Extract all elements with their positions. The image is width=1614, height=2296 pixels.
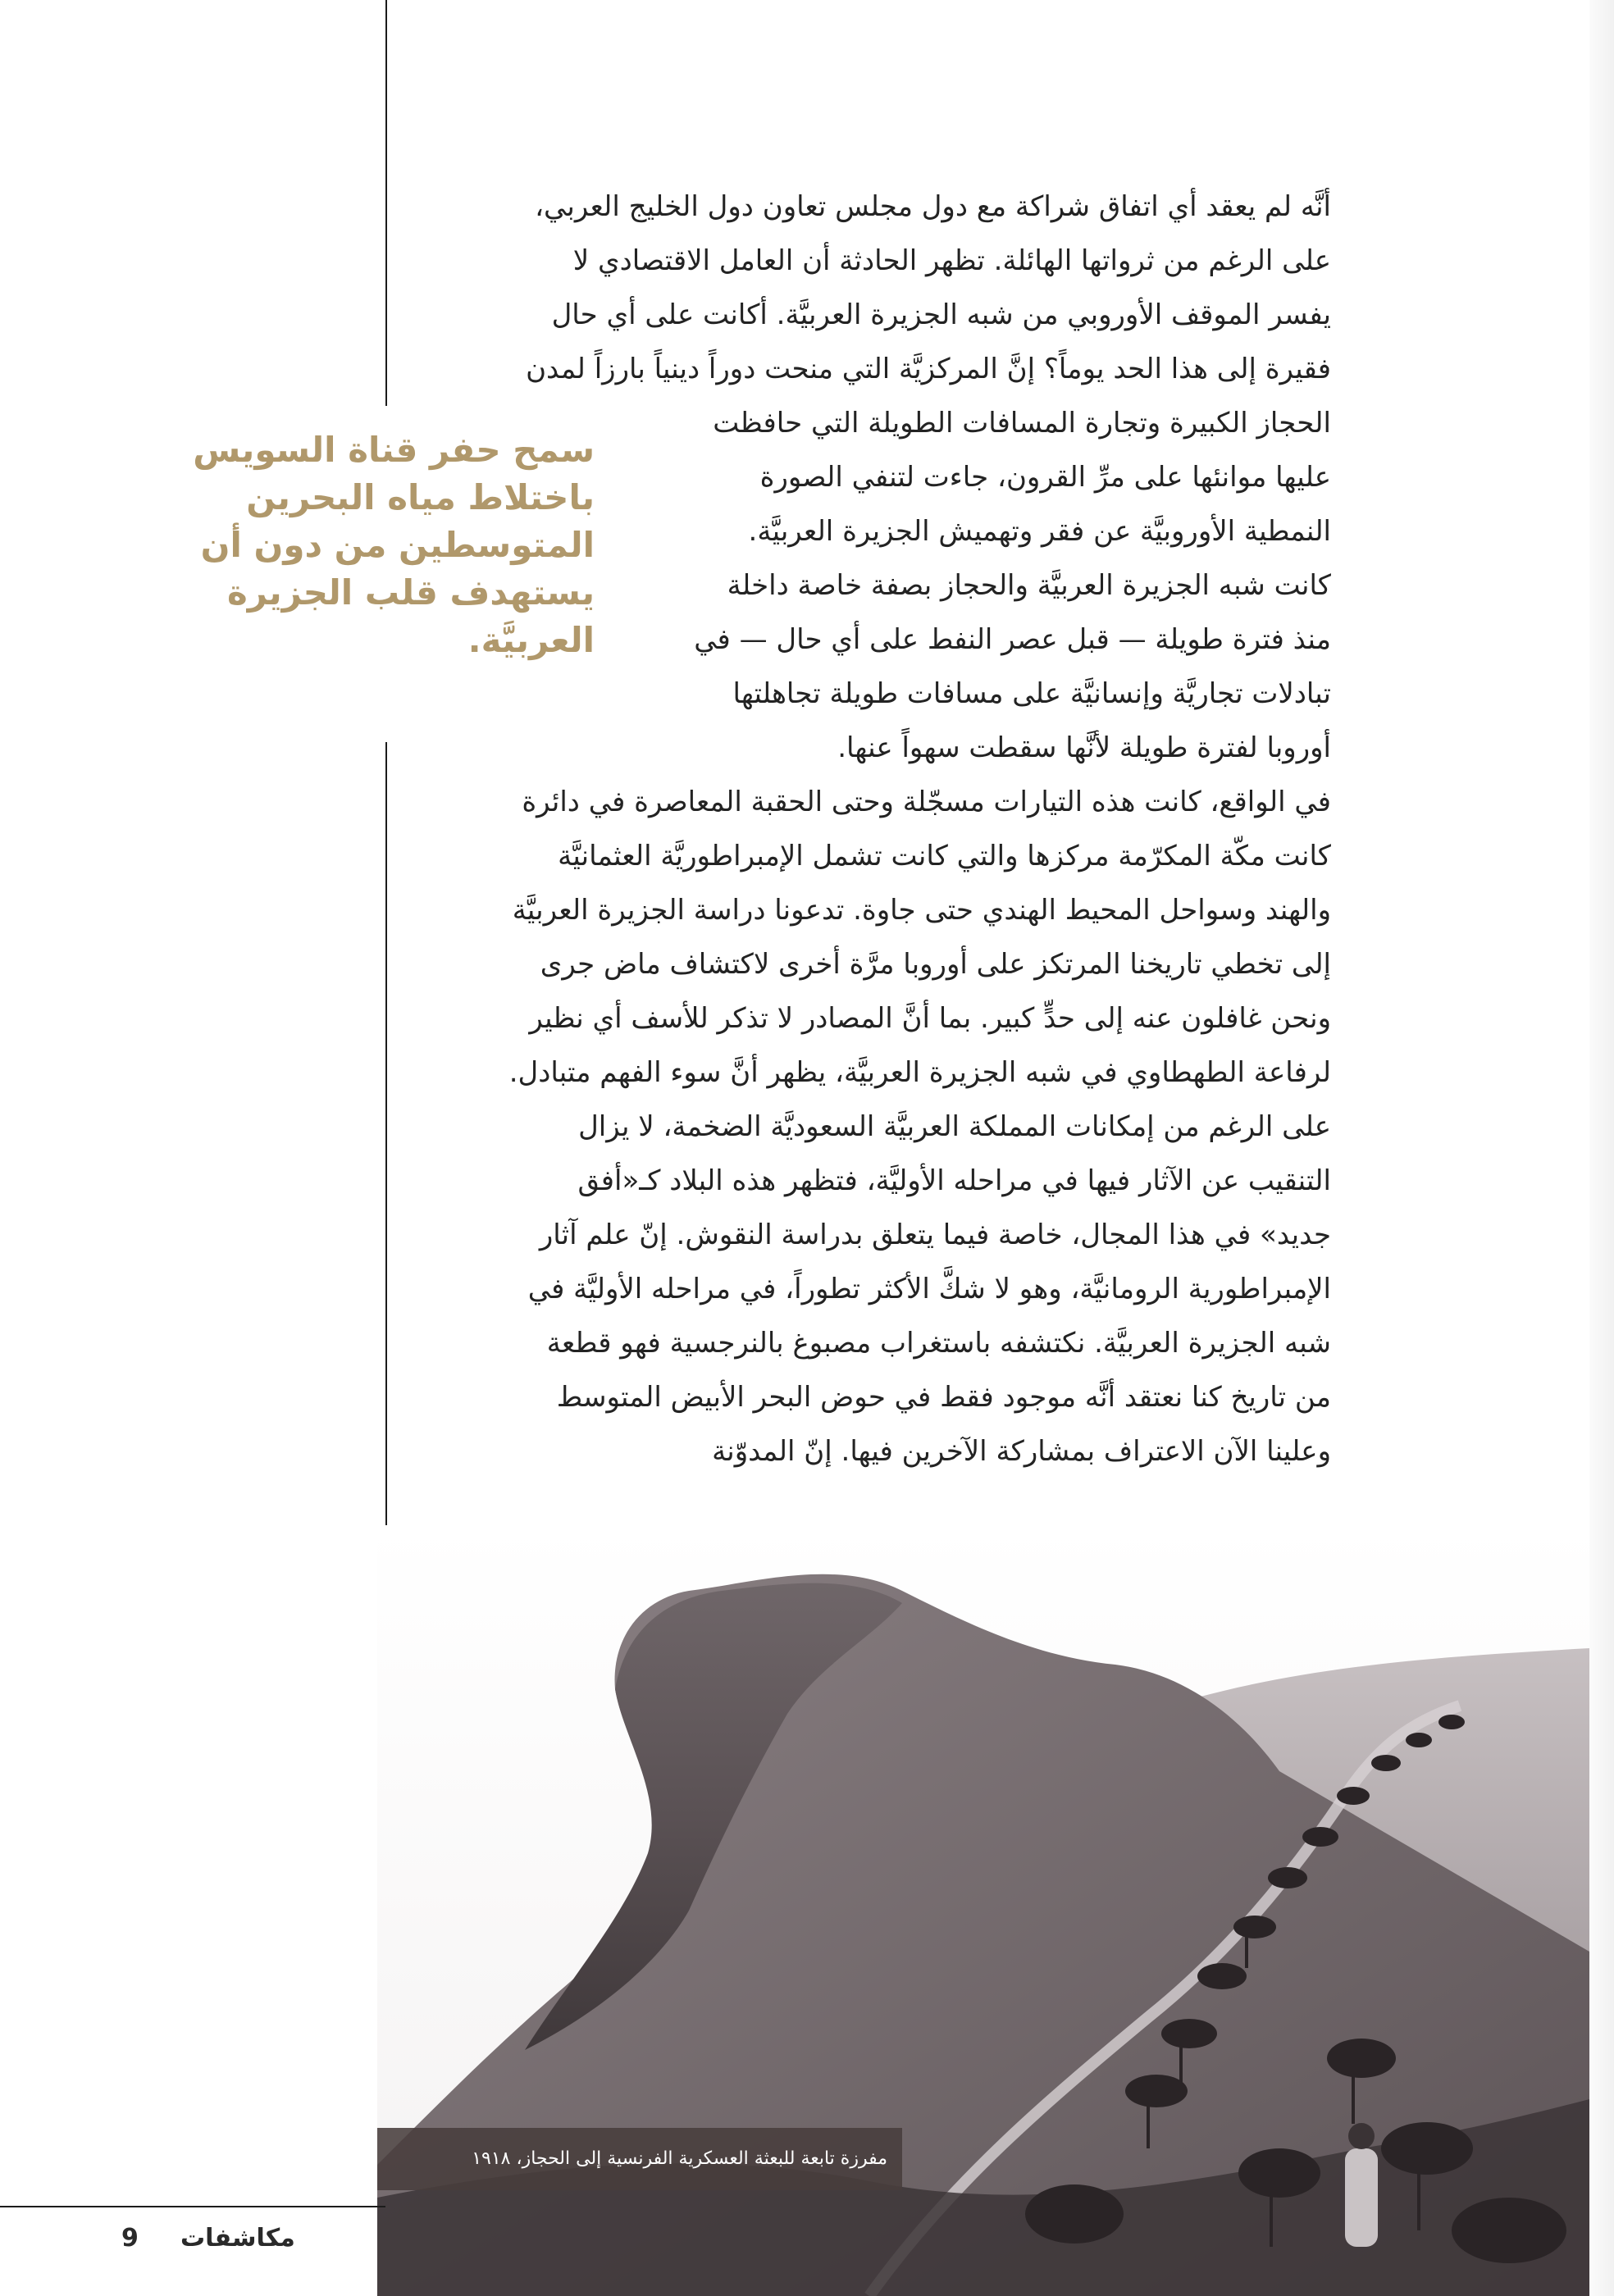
pull-quote-line: باختلاط مياه البحرين xyxy=(246,477,595,517)
body-line: عليها موانئها على مرِّ القرون، جاءت لتنفي الصورة xyxy=(759,461,1331,494)
body-line: من تاريخ كنا نعتقد أنَّه موجود فقط في حوض البحر الأبيض المتوسط xyxy=(556,1381,1331,1414)
pull-quote xyxy=(164,426,595,664)
body-line: في الواقع، كانت هذه التيارات مسجّلة وحتى الحقبة المعاصرة في دائرة xyxy=(522,786,1331,818)
footer-rule xyxy=(0,2206,385,2207)
body-line: شبه الجزيرة العربيَّة. نكتشفه باستغراب مصبوغ بالنرجسية فهو قطعة xyxy=(546,1327,1331,1360)
magazine-name: مكاشفات xyxy=(180,2224,295,2253)
pull-quote-line: يستهدف قلب الجزيرة xyxy=(226,572,595,613)
pull-quote-line: المتوسطين من دون أن xyxy=(200,525,595,565)
body-line: والهند وسواحل المحيط الهندي حتى جاوة. تدعونا دراسة الجزيرة العربيَّة xyxy=(512,894,1331,927)
body-line: الإمبراطورية الرومانيَّة، وهو لا شكَّ الأكثر تطوراً، في مراحله الأوليَّة في xyxy=(527,1273,1331,1305)
article-body xyxy=(408,182,1331,1519)
page-number: 9 xyxy=(121,2224,139,2253)
vertical-rule-top xyxy=(385,0,387,406)
pull-quote-line: سمح حفر قناة السويس xyxy=(193,430,595,470)
body-line: أنَّه لم يعقد أي اتفاق شراكة مع دول مجلس تعاون دول الخليج العربي، xyxy=(535,190,1331,223)
body-line: على الرغم من إمكانات المملكة العربيَّة السعوديَّة الضخمة، لا يزال xyxy=(578,1110,1331,1143)
pull-quote-line: العربيَّة. xyxy=(467,620,595,660)
body-line: كانت شبه الجزيرة العربيَّة والحجاز بصفة خاصة داخلة xyxy=(727,569,1331,602)
photo-caption: مفرزة تابعة للبعثة العسكرية الفرنسية إلى الحجاز، ١٩١٨ xyxy=(377,2128,902,2190)
body-line: تبادلات تجاريَّة وإنسانيَّة على مسافات طويلة تجاهلتها xyxy=(732,677,1331,710)
body-line: يفسر الموقف الأوروبي من شبه الجزيرة العربيَّة. أكانت على أي حال xyxy=(551,298,1331,331)
body-line: وعلينا الآن الاعتراف بمشاركة الآخرين فيها. إنّ المدوّنة xyxy=(712,1435,1331,1468)
body-line: كانت مكّة المكرّمة مركزها والتي كانت تشمل الإمبراطوريَّة العثمانيَّة xyxy=(558,840,1331,872)
body-line: على الرغم من ثرواتها الهائلة. تظهر الحادثة أن العامل الاقتصادي لا xyxy=(572,244,1331,277)
body-line: النمطية الأوروبيَّة عن فقر وتهميش الجزيرة العربيَّة. xyxy=(748,515,1331,548)
body-line: أوروبا لفترة طويلة لأنَّها سقطت سهواً عنها. xyxy=(837,731,1331,764)
body-line: لرفاعة الطهطاوي في شبه الجزيرة العربيَّة، يظهر أنَّ سوء الفهم متبادل. xyxy=(508,1056,1331,1089)
body-line: الحجاز الكبيرة وتجارة المسافات الطويلة التي حافظت xyxy=(713,407,1331,440)
page-edge xyxy=(1589,0,1614,2296)
body-line: فقيرة إلى هذا الحد يوماً؟ إنَّ المركزيَّة التي منحت دوراً دينياً بارزاً لمدن xyxy=(526,353,1331,385)
body-line: إلى تخطي تاريخنا المرتكز على أوروبا مرَّة أخرى لاكتشاف ماض جرى xyxy=(540,948,1331,981)
body-line: التنقيب عن الآثار فيها في مراحله الأوليَّة، فتظهر هذه البلاد كـ«أفق xyxy=(577,1164,1331,1197)
body-line: جديد» في هذا المجال، خاصة فيما يتعلق بدراسة النقوش. إنّ علم آثار xyxy=(539,1219,1331,1251)
body-line: ونحن غافلون عنه إلى حدٍّ كبير. بما أنَّ المصادر لا تذكر للأسف أي نظير xyxy=(529,1002,1331,1035)
body-line: منذ فترة طويلة — قبل عصر النفط على أي حال — في xyxy=(694,623,1331,656)
